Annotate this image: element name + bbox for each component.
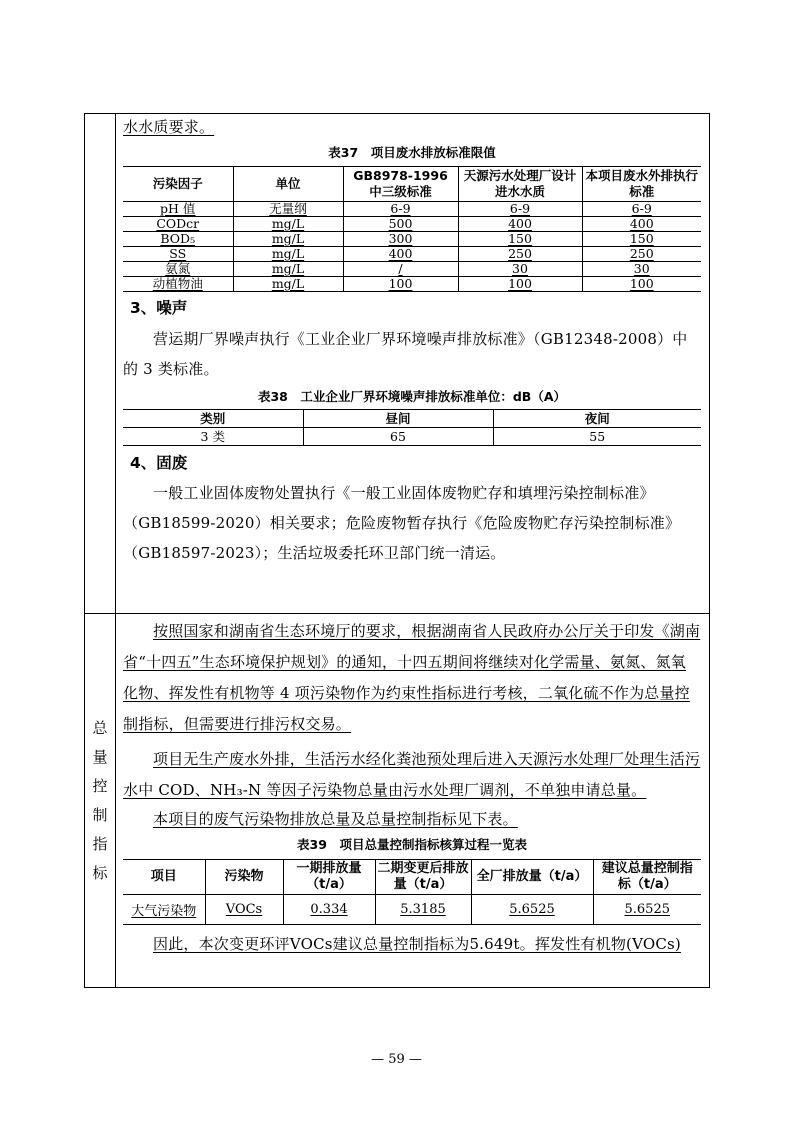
table38 xyxy=(123,409,701,446)
column-header: 二期变更后排放量（t/a） xyxy=(375,860,471,895)
table-cell xyxy=(123,262,233,277)
table-row xyxy=(123,247,701,262)
table-row xyxy=(123,232,701,247)
cell-text: 5.6525 xyxy=(509,902,555,917)
table-cell xyxy=(123,232,233,247)
table-cell xyxy=(458,262,582,277)
solid-waste-heading: 4、固废 xyxy=(130,454,188,472)
table-cell xyxy=(458,277,582,292)
table39-caption: 表39 项目总量控制指标核算过程一览表 xyxy=(297,837,527,852)
table-cell xyxy=(233,232,343,247)
cell-text: 6-9 xyxy=(631,201,652,216)
continued-line: 水水质要求。 xyxy=(123,118,215,136)
column-header: 单位 xyxy=(233,167,343,202)
cell-text: mg/L xyxy=(271,216,305,231)
cell-text: 30 xyxy=(633,261,650,276)
table-cell xyxy=(458,217,582,232)
cell-text: 0.334 xyxy=(310,902,348,917)
cell-text: VOCs xyxy=(225,902,263,917)
table-cell xyxy=(123,217,233,232)
table-cell xyxy=(343,277,458,292)
table38-caption: 表38 工业企业厂界环境噪声排放标准单位：dB（A） xyxy=(257,389,567,404)
cell-text: 250 xyxy=(508,246,532,261)
column-header: 污染物 xyxy=(205,860,283,895)
cell-text: 150 xyxy=(629,231,654,246)
cell-text: 5.6525 xyxy=(624,902,670,917)
cell-text: 300 xyxy=(388,231,413,246)
table-cell xyxy=(375,895,471,925)
cell-text: / xyxy=(398,261,403,276)
table-cell: 65 xyxy=(303,428,493,446)
cell-text: 150 xyxy=(508,231,532,246)
page-number: — 59 — xyxy=(371,1052,422,1067)
column-header: 本项目废水外排执行标准 xyxy=(582,167,701,202)
cell-text: BOD₅ xyxy=(160,231,196,246)
noise-text: 营运期厂界噪声执行《工业企业厂界环境噪声排放标准》（GB12348-2008）中的 3 类标准。 xyxy=(123,330,688,378)
table37 xyxy=(123,166,701,292)
table-cell xyxy=(233,277,343,292)
table-cell xyxy=(343,232,458,247)
total-control-section xyxy=(116,614,709,988)
table37-caption: 表37 项目废水排放标准限值 xyxy=(328,145,496,160)
cell-text: 大气污染物 xyxy=(131,904,197,919)
table-cell xyxy=(582,232,701,247)
table-cell xyxy=(582,277,701,292)
cell-text: 5.3185 xyxy=(400,902,446,917)
cell-text: 400 xyxy=(388,246,413,261)
cell-text: 100 xyxy=(388,276,413,291)
cell-text: 无量纲 xyxy=(269,201,307,216)
table-cell xyxy=(233,217,343,232)
solid-waste-text: 一般工业固体废物处置执行《一般工业固体废物贮存和填埋污染控制标准》（GB18599-2020）相关要求；危险废物暂存执行《危险废物贮存污染控制标准》（GB18597-2023）；生活垃圾委托环卫部门统一清运。 xyxy=(123,484,681,562)
table-cell xyxy=(123,895,205,925)
cell-text: 400 xyxy=(508,216,532,231)
table-cell: 3 类 xyxy=(123,428,303,446)
cell-text: 6-9 xyxy=(390,201,411,216)
label-char: 量 xyxy=(92,748,108,766)
table-row xyxy=(123,217,701,232)
standards-section xyxy=(116,114,709,613)
conclusion-paragraph: 因此，本次变更环评VOCs建议总量控制指标为5.649t。挥发性有机物(VOCs) xyxy=(153,935,681,953)
table-cell xyxy=(593,895,701,925)
cell-text: 6-9 xyxy=(509,201,531,216)
table-cell xyxy=(205,895,283,925)
table-cell xyxy=(233,247,343,262)
column-header: 污染因子 xyxy=(123,167,233,202)
table-cell xyxy=(233,202,343,217)
table-cell xyxy=(458,202,582,217)
label-char: 指 xyxy=(92,835,108,853)
table-cell xyxy=(343,217,458,232)
cell-text: mg/L xyxy=(271,231,305,246)
table-cell: 55 xyxy=(589,429,606,444)
table-cell xyxy=(283,895,375,925)
table-cell xyxy=(582,202,701,217)
table-cell xyxy=(458,232,582,247)
table-cell xyxy=(458,247,582,262)
table-cell xyxy=(582,217,701,232)
intro-paragraph: 本项目的废气污染物排放总量及总量控制指标见下表。 xyxy=(153,810,518,828)
table-row xyxy=(123,202,701,217)
cell-text: 400 xyxy=(629,216,654,231)
column-header: 昼间 xyxy=(303,410,493,428)
label-char: 控 xyxy=(92,777,108,795)
column-header: 全厂排放量（t/a） xyxy=(471,860,593,895)
table-cell xyxy=(471,895,593,925)
column-header: GB8978-1996 中三级标准 xyxy=(343,167,458,202)
column-header: 天源污水处理厂设计进水水质 xyxy=(458,167,582,202)
table-row xyxy=(123,277,701,292)
column-header: 类别 xyxy=(123,410,303,428)
cell-text: CODcr xyxy=(156,216,200,231)
table-cell xyxy=(123,277,233,292)
cell-text: 100 xyxy=(629,276,654,291)
cell-text: mg/L xyxy=(271,246,305,261)
cell-text: 动植物油 xyxy=(152,276,203,291)
cell-text: 250 xyxy=(629,246,654,261)
cell-text: 30 xyxy=(512,261,528,276)
label-char: 制 xyxy=(92,806,108,824)
cell-text: mg/L xyxy=(271,276,305,291)
column-header: 项目 xyxy=(123,860,205,895)
cell-text: mg/L xyxy=(271,261,305,276)
cell-text: 500 xyxy=(388,216,413,231)
table-cell xyxy=(343,247,458,262)
total-control-label xyxy=(85,614,115,988)
table-cell xyxy=(233,262,343,277)
cell-text: 氨氮 xyxy=(165,261,191,276)
table39 xyxy=(123,859,701,925)
table-row xyxy=(123,262,701,277)
table-cell xyxy=(123,247,233,262)
column-header: 一期排放量（t/a） xyxy=(283,860,375,895)
table-cell xyxy=(582,262,701,277)
cell-text: SS xyxy=(169,246,187,261)
noise-heading: 3、噪声 xyxy=(130,299,188,317)
policy-paragraph: 按照国家和湖南省生态环境厅的要求，根据湖南省人民政府办公厅关于印发《湖南省“十四五”生态环境保护规划》的通知，十四五期间将继续对化学需量、氨氮、氮氧化物、挥发性有机物等 4 项污染物作为约束性指标进行考核，二氧化硫不作为总量控制指标，但需要进行排污权交易。 xyxy=(123,622,701,733)
label-char: 标 xyxy=(92,864,108,882)
column-header: 建议总量控制指标（t/a） xyxy=(593,860,701,895)
table-cell xyxy=(123,202,233,217)
table-row xyxy=(123,428,701,446)
form-frame xyxy=(84,113,710,988)
column-header: 夜间 xyxy=(493,410,701,428)
table-cell xyxy=(343,262,458,277)
cell-text: 100 xyxy=(508,276,532,291)
label-char: 总 xyxy=(92,719,108,737)
table-row xyxy=(123,895,701,925)
table-cell xyxy=(343,202,458,217)
wastewater-paragraph: 项目无生产废水外排，生活污水经化粪池预处理后进入天源污水处理厂处理生活污水中 COD、NH₃-N 等因子污染物总量由污水处理厂调剂，不单独申请总量。 xyxy=(123,750,701,799)
cell-text: pH 值 xyxy=(160,201,196,216)
table-cell xyxy=(582,247,701,262)
